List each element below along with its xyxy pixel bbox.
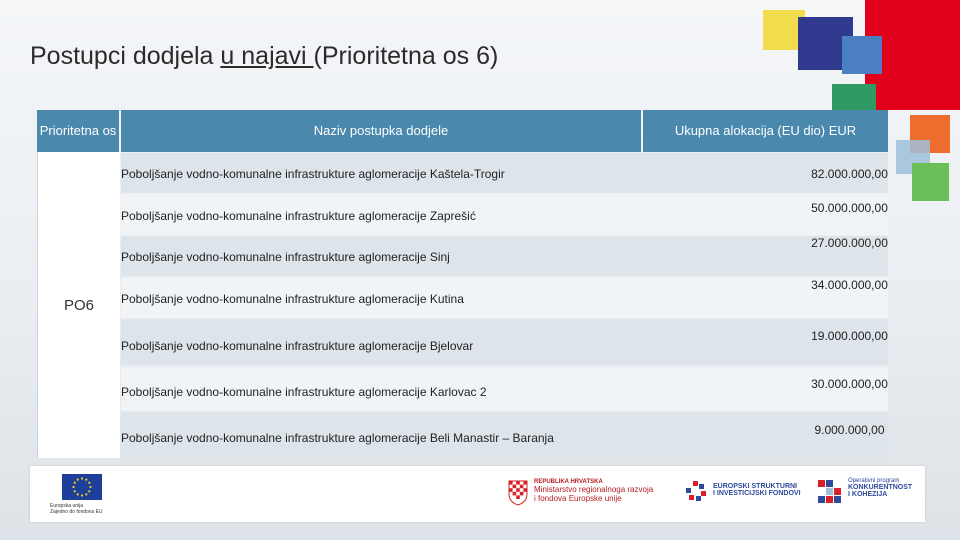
header-priority-axis: Prioritetna os — [37, 110, 119, 152]
priority-axis-cell: PO6 — [37, 152, 120, 458]
procedure-name: Poboljšanje vodno-komunalne infrastrukture aglomeracije Zaprešić — [121, 209, 476, 223]
op-line3: I KOHEZIJA — [848, 491, 888, 498]
procedure-name: Poboljšanje vodno-komunalne infrastrukture aglomeracije Bjelovar — [121, 339, 474, 353]
table-row — [121, 367, 888, 411]
allocation-value: 30.000.000,00 — [811, 377, 888, 391]
op-line1: Operativni program — [848, 478, 900, 484]
procedure-name: Poboljšanje vodno-komunalne infrastrukture aglomeracije Karlovac 2 — [121, 385, 487, 399]
eu-logo — [50, 474, 120, 515]
procedure-name: Poboljšanje vodno-komunalne infrastrukture aglomeracije Kaštela-Trogir — [121, 167, 505, 181]
croatian-coat-of-arms-icon — [508, 478, 528, 506]
esif-stars-icon — [685, 480, 707, 502]
procedure-name: Poboljšanje vodno-komunalne infrastrukture aglomeracije Beli Manastir – Baranja — [121, 431, 554, 445]
eu-label: Europska unija — [50, 503, 84, 509]
header-allocation: Ukupna alokacija (EU dio) EUR — [643, 110, 888, 152]
table-row — [121, 319, 888, 365]
header-procedure-name: Naziv postupka dodjele — [121, 110, 641, 152]
ministry-name: Ministarstvo regionalnoga razvoja — [534, 485, 654, 494]
table-row — [121, 278, 888, 318]
square-blue — [842, 36, 882, 74]
ministry-country: REPUBLIKA HRVATSKA — [534, 479, 603, 485]
allocation-value: 19.000.000,00 — [811, 329, 888, 343]
title-text: Postupci dodjela — [30, 42, 221, 70]
eu-flag-icon — [62, 474, 102, 500]
table-row — [121, 153, 888, 193]
op-line2: KONKURENTNOST — [848, 484, 913, 491]
allocation-table — [37, 110, 888, 458]
table-row — [121, 236, 888, 276]
ministry-name-2: i fondova Europske unije — [534, 494, 622, 503]
allocation-value: 34.000.000,00 — [811, 278, 888, 292]
table-row — [121, 195, 888, 235]
esif-line1: EUROPSKI STRUKTURNI — [713, 483, 798, 490]
allocation-value: 50.000.000,00 — [811, 201, 888, 215]
allocation-value: 27.000.000,00 — [811, 236, 888, 250]
op-grid-icon — [818, 480, 842, 504]
procedure-name: Poboljšanje vodno-komunalne infrastrukture aglomeracije Kutina — [121, 292, 464, 306]
esif-line2: I INVESTICIJSKI FONDOVI — [713, 490, 801, 497]
title-underlined: u najavi — [220, 42, 314, 70]
title-suffix: (Prioritetna os 6) — [313, 42, 499, 70]
eu-tagline: Zajedno do fondova EU — [50, 509, 103, 515]
allocation-value: 9.000.000,00 — [814, 423, 885, 437]
table-row — [121, 413, 888, 458]
footer-logos — [30, 466, 925, 522]
allocation-value: 82.000.000,00 — [811, 167, 888, 181]
procedure-name: Poboljšanje vodno-komunalne infrastrukture aglomeracije Sinj — [121, 250, 450, 264]
page-title — [30, 42, 498, 71]
